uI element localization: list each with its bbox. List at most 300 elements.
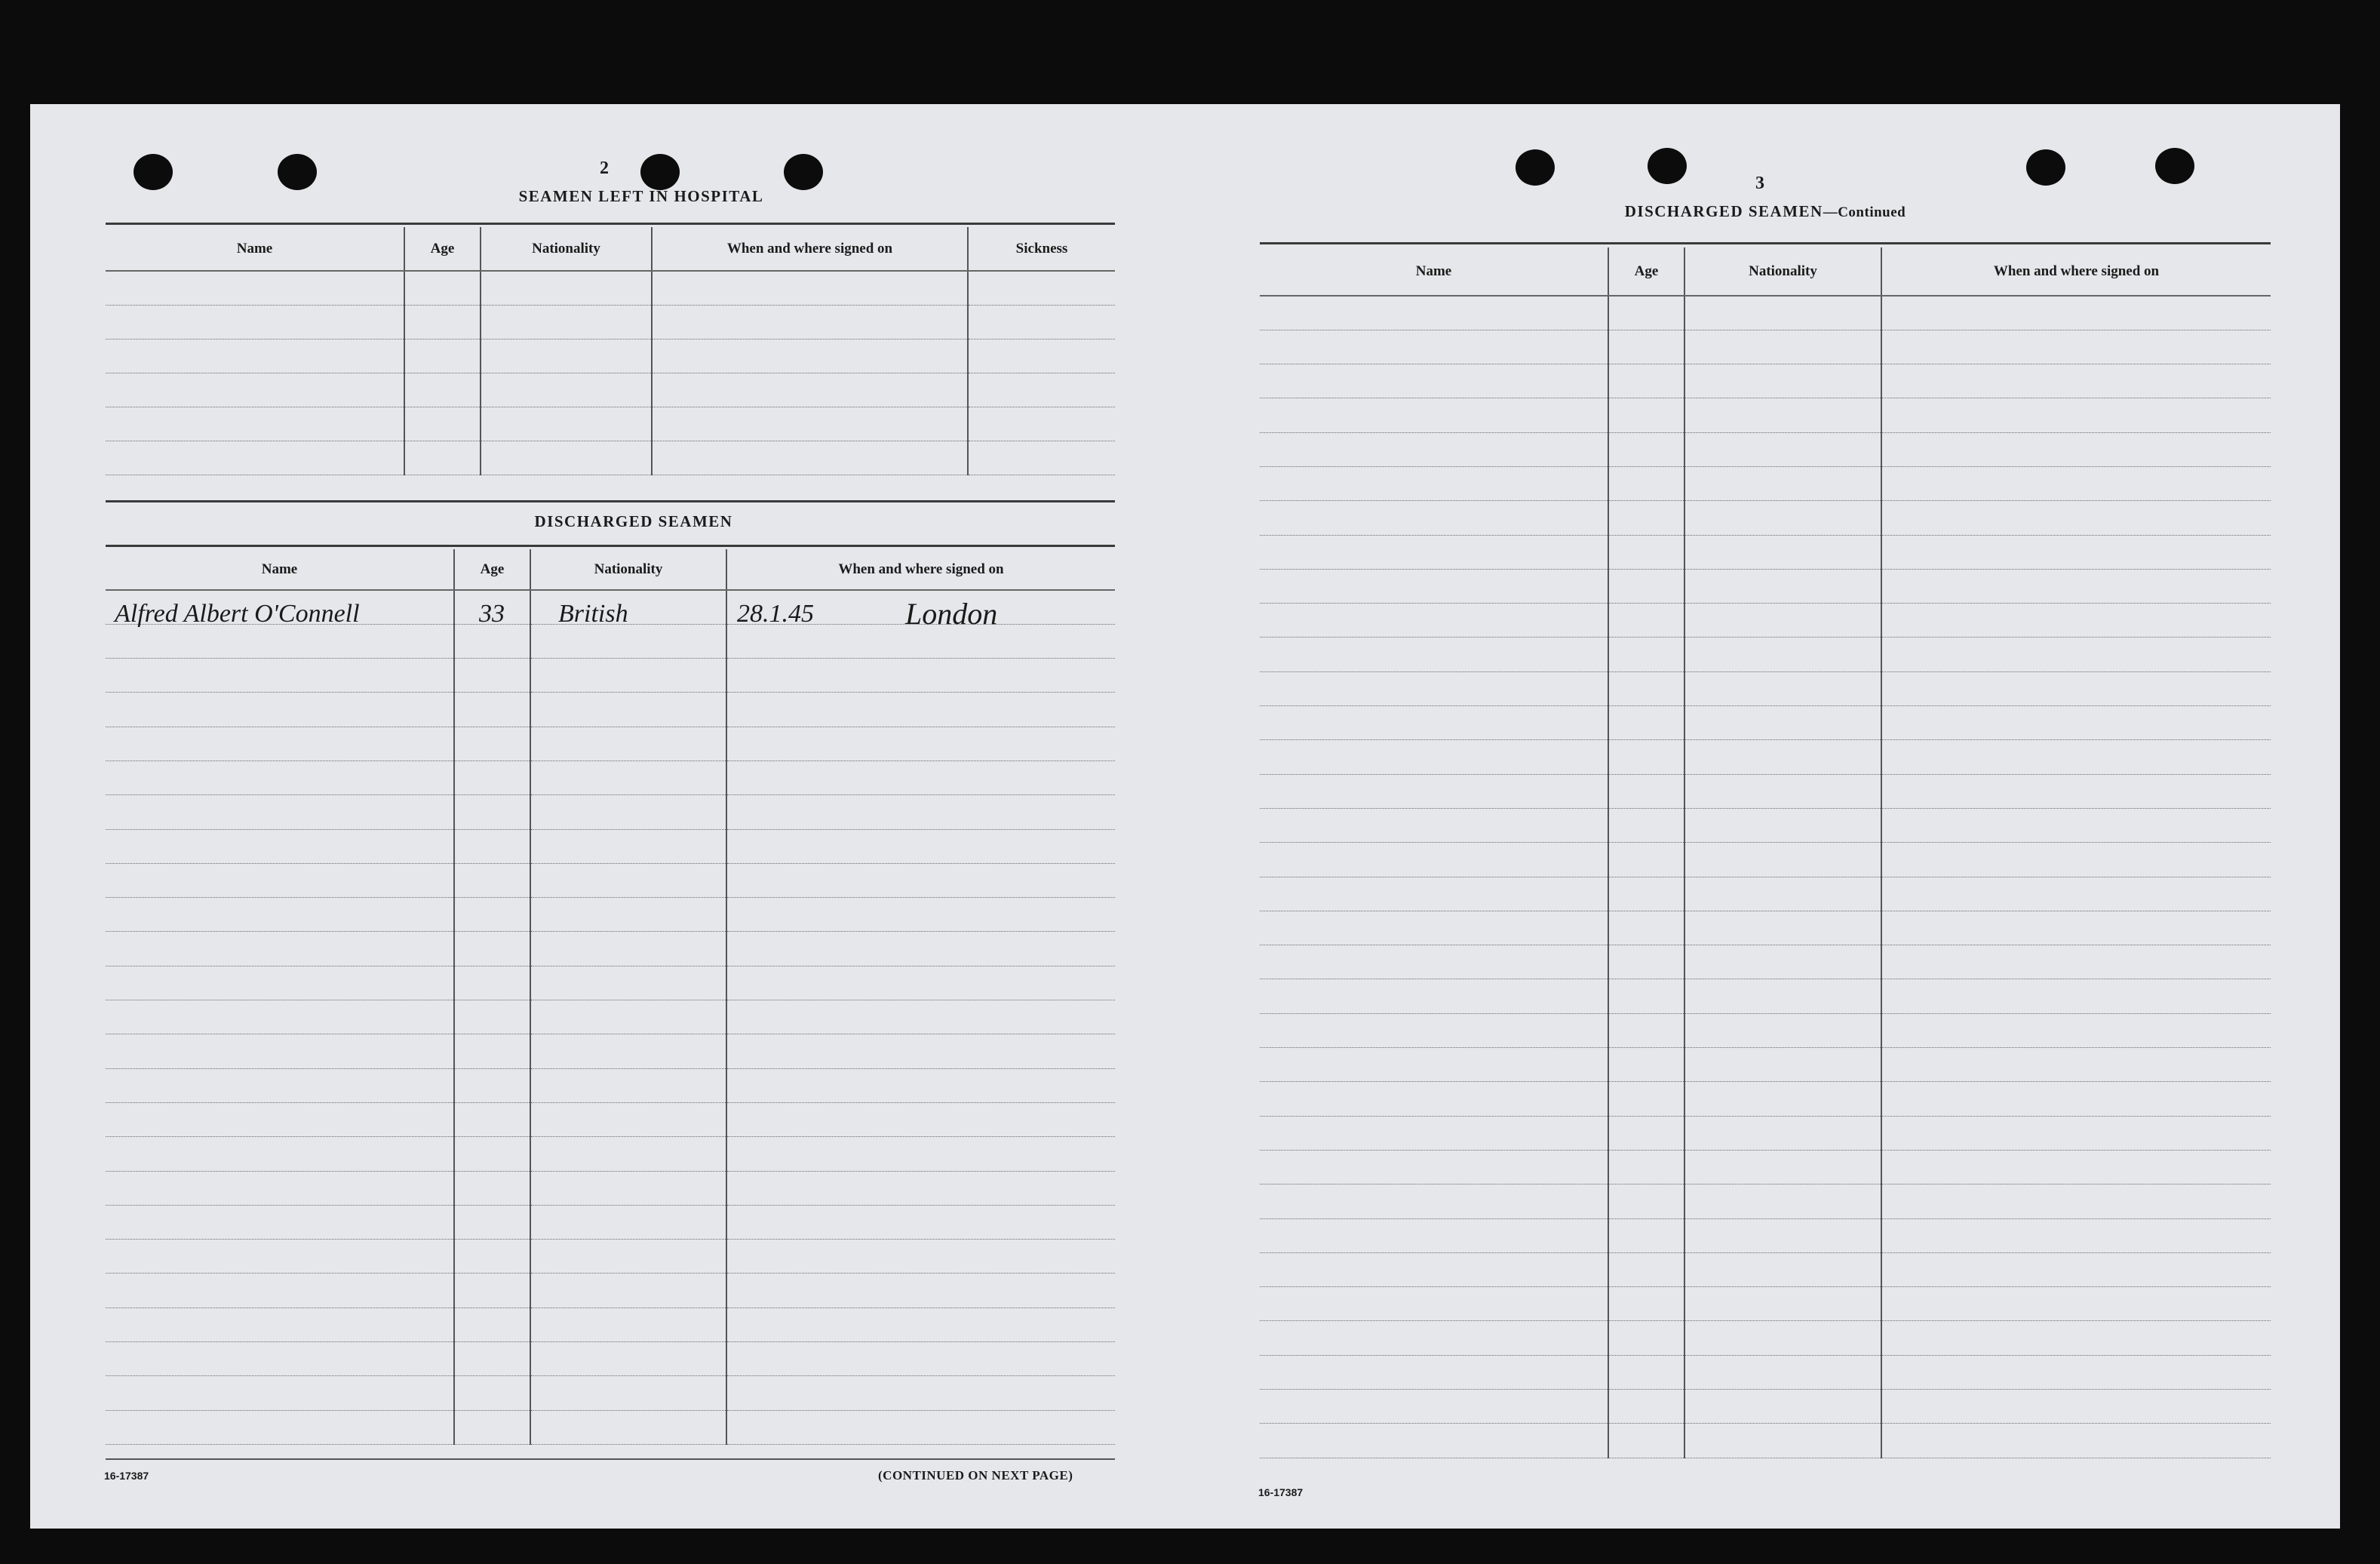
ledger-row [1260, 398, 2271, 432]
ledger-row [1260, 604, 2271, 638]
ledger-cell [1684, 808, 1881, 842]
ledger-cell [1881, 1321, 2271, 1355]
ledger-cell [1881, 1218, 2271, 1252]
ledger-cell [1881, 843, 2271, 877]
ledger-cell [106, 727, 454, 760]
ledger-cell [726, 1342, 1115, 1376]
ledger-cell [1684, 1390, 1881, 1424]
ledger-cell [106, 1102, 454, 1136]
ledger-cell [1881, 1150, 2271, 1184]
ledger-cell [1684, 1116, 1881, 1150]
ledger-row [106, 932, 1115, 966]
ledger-cell [454, 863, 530, 897]
ledger-row [1260, 1082, 2271, 1116]
ledger-cell [454, 1171, 530, 1205]
ledger-row [106, 727, 1115, 760]
ledger-cell [454, 1102, 530, 1136]
ledger-cell [1684, 774, 1881, 808]
ledger-cell [454, 1034, 530, 1068]
ledger-cell [652, 441, 968, 475]
punch-hole [2155, 148, 2194, 184]
discharged-table [106, 549, 1115, 1445]
ledger-cell [454, 1342, 530, 1376]
ledger-cell [1260, 671, 1608, 705]
ledger-cell [1684, 398, 1881, 432]
ledger-cell [726, 1102, 1115, 1136]
ledger-cell [968, 305, 1115, 339]
punch-hole [784, 154, 823, 190]
continued-note: (CONTINUED ON NEXT PAGE) [878, 1468, 1073, 1483]
ledger-cell [1684, 501, 1881, 535]
ledger-cell [1881, 979, 2271, 1013]
ledger-cell [530, 659, 726, 693]
ledger-cell [530, 693, 726, 727]
ledger-cell [1260, 466, 1608, 500]
ledger-cell [726, 898, 1115, 932]
ledger-cell [1684, 569, 1881, 603]
ledger-cell [1608, 671, 1684, 705]
ledger-cell [1684, 1218, 1881, 1252]
ledger-cell [1684, 535, 1881, 569]
ledger-cell [1881, 945, 2271, 979]
ledger-cell [1608, 1355, 1684, 1389]
ledger-cell [454, 1137, 530, 1171]
ledger-cell [106, 1068, 454, 1102]
hospital-section-title: SEAMEN LEFT IN HOSPITAL [518, 187, 764, 205]
ledger-cell [726, 760, 1115, 794]
ledger-row [1260, 364, 2271, 398]
ledger-cell [1881, 774, 2271, 808]
ledger-cell [1684, 706, 1881, 740]
ledger-cell [106, 271, 404, 305]
ledger-cell [1608, 1013, 1684, 1047]
ledger-cell [106, 659, 454, 693]
ledger-row [106, 1410, 1115, 1444]
ledger-cell [1608, 1116, 1684, 1150]
ledger-cell [106, 1137, 454, 1171]
ledger-cell [106, 795, 454, 829]
ledger-cell [1684, 466, 1881, 500]
ledger-row [106, 373, 1115, 407]
ledger-cell [1260, 1390, 1608, 1424]
ledger-cell [1260, 740, 1608, 774]
ledger-row [1260, 774, 2271, 808]
ledger-cell [1684, 296, 1881, 330]
ledger-cell [1608, 466, 1684, 500]
ledger-cell [454, 898, 530, 932]
ledger-cell [1684, 604, 1881, 638]
rule [106, 545, 1115, 547]
ledger-cell [968, 271, 1115, 305]
ledger-cell [106, 1240, 454, 1274]
rule [106, 223, 1115, 225]
ledger-cell [454, 932, 530, 966]
ledger-row [1260, 1355, 2271, 1389]
ledger-row [106, 1240, 1115, 1274]
ledger-cell [968, 339, 1115, 373]
ledger-cell [726, 966, 1115, 1000]
ledger-cell [1684, 979, 1881, 1013]
ledger-cell [106, 441, 404, 475]
ledger-cell [106, 1274, 454, 1307]
ledger-cell [726, 1307, 1115, 1341]
ledger-cell [454, 693, 530, 727]
ledger-cell [1684, 1252, 1881, 1286]
ledger-cell [404, 373, 481, 407]
ledger-cell [1881, 1287, 2271, 1321]
punch-hole [278, 154, 317, 190]
col-name: Name [106, 549, 454, 590]
ledger-row [1260, 1185, 2271, 1218]
ledger-cell [1684, 740, 1881, 774]
col-age: Age [1608, 247, 1684, 296]
ledger-cell [1684, 1048, 1881, 1082]
ledger-cell [1608, 432, 1684, 466]
ledger-cell [1684, 1185, 1881, 1218]
ledger-cell [454, 829, 530, 863]
ledger-row [106, 339, 1115, 373]
entry-date: 28.1.45 [737, 600, 814, 628]
ledger-cell [530, 898, 726, 932]
punch-hole [134, 154, 173, 190]
ledger-cell [1260, 296, 1608, 330]
ledger-cell [1608, 501, 1684, 535]
ledger-cell [1260, 843, 1608, 877]
ledger-row [1260, 877, 2271, 911]
ledger-row [1260, 1287, 2271, 1321]
ledger-row [106, 693, 1115, 727]
ledger-cell [968, 373, 1115, 407]
punch-hole [1648, 148, 1687, 184]
hospital-table [106, 227, 1115, 475]
ledger-cell [530, 1034, 726, 1068]
ledger-row [106, 966, 1115, 1000]
ledger-cell [1260, 1355, 1608, 1389]
ledger-cell [1684, 1424, 1881, 1458]
ledger-row [1260, 1150, 2271, 1184]
ledger-cell [1881, 1390, 2271, 1424]
ledger-cell [1881, 1116, 2271, 1150]
ledger-cell [1684, 1287, 1881, 1321]
ledger-cell [1881, 1252, 2271, 1286]
ledger-cell [106, 624, 454, 658]
ledger-row [106, 271, 1115, 305]
ledger-cell [1684, 1013, 1881, 1047]
form-number-left: 16-17387 [104, 1470, 149, 1482]
ledger-cell [404, 441, 481, 475]
ledger-cell [1881, 706, 2271, 740]
col-name: Name [1260, 247, 1608, 296]
ledger-cell [1684, 671, 1881, 705]
ledger-cell [1684, 364, 1881, 398]
ledger-cell [404, 305, 481, 339]
ledger-row [106, 760, 1115, 794]
ledger-cell [1684, 911, 1881, 945]
ledger-cell [1608, 1252, 1684, 1286]
ledger-cell [1260, 911, 1608, 945]
ledger-cell [1881, 364, 2271, 398]
ledger-cell [1881, 398, 2271, 432]
ledger-cell [106, 693, 454, 727]
ledger-cell [1608, 569, 1684, 603]
ledger-cell [1608, 877, 1684, 911]
ledger-cell [1881, 1082, 2271, 1116]
ledger-cell [530, 727, 726, 760]
ledger-row [1260, 979, 2271, 1013]
ledger-cell [1881, 911, 2271, 945]
ledger-cell [1608, 945, 1684, 979]
ledger-cell [1260, 1321, 1608, 1355]
ledger-cell [1260, 945, 1608, 979]
ledger-cell [530, 829, 726, 863]
ledger-cell [726, 1171, 1115, 1205]
col-nationality: Nationality [530, 549, 726, 590]
ledger-cell [1260, 638, 1608, 671]
ledger-row [1260, 1013, 2271, 1047]
ledger-cell [530, 1376, 726, 1410]
ledger-row [1260, 740, 2271, 774]
ledger-cell [530, 863, 726, 897]
ledger-cell [481, 407, 652, 441]
ledger-cell [106, 1171, 454, 1205]
ledger-row [1260, 1424, 2271, 1458]
ledger-cell [106, 373, 404, 407]
ledger-cell [1684, 945, 1881, 979]
entry-place: London [905, 597, 998, 631]
ledger-row [1260, 911, 2271, 945]
ledger-row [106, 863, 1115, 897]
entry-age: 33 [479, 600, 505, 628]
ledger-row [106, 659, 1115, 693]
ledger-cell [1608, 808, 1684, 842]
discharged-section-title: DISCHARGED SEAMEN [534, 512, 733, 530]
ledger-cell [106, 339, 404, 373]
ledger-cell [454, 1205, 530, 1239]
ledger-cell [652, 373, 968, 407]
ledger-cell [1684, 1355, 1881, 1389]
ledger-row [1260, 1218, 2271, 1252]
ledger-cell [1881, 740, 2271, 774]
ledger-cell [726, 795, 1115, 829]
ledger-row [1260, 569, 2271, 603]
ledger-cell [530, 1410, 726, 1444]
ledger-row [1260, 945, 2271, 979]
ledger-cell [454, 1274, 530, 1307]
ledger-row [106, 1034, 1115, 1068]
ledger-cell [1881, 808, 2271, 842]
ledger-row [1260, 466, 2271, 500]
ledger-cell [530, 1171, 726, 1205]
ledger-cell [1608, 1321, 1684, 1355]
rule [106, 1458, 1115, 1460]
ledger-cell [1260, 330, 1608, 364]
ledger-cell [106, 1376, 454, 1410]
ledger-cell [106, 1000, 454, 1034]
ledger-row [1260, 1390, 2271, 1424]
ledger-cell [1881, 638, 2271, 671]
ledger-cell [1881, 1048, 2271, 1082]
right-title-suffix: —Continued [1823, 204, 1906, 220]
ledger-row [1260, 843, 2271, 877]
ledger-cell [1260, 877, 1608, 911]
ledger-cell [1608, 1390, 1684, 1424]
ledger-cell [530, 1205, 726, 1239]
ledger-cell [1684, 1150, 1881, 1184]
col-nationality: Nationality [1684, 247, 1881, 296]
ledger-cell [530, 760, 726, 794]
ledger-cell [106, 966, 454, 1000]
right-section-title [1554, 202, 1976, 221]
ledger-cell [530, 1137, 726, 1171]
ledger-cell [1260, 1048, 1608, 1082]
ledger-cell [454, 659, 530, 693]
ledger-cell [481, 441, 652, 475]
col-age: Age [404, 227, 481, 271]
ledger-cell [1684, 432, 1881, 466]
entry-nationality: British [558, 600, 628, 628]
ledger-row [106, 1205, 1115, 1239]
ledger-cell [454, 727, 530, 760]
ledger-cell [1608, 1287, 1684, 1321]
ledger-cell [1608, 1185, 1684, 1218]
ledger-cell [481, 373, 652, 407]
ledger-cell [1881, 432, 2271, 466]
ledger-cell [1684, 330, 1881, 364]
col-nationality: Nationality [481, 227, 652, 271]
ledger-row [106, 898, 1115, 932]
ledger-cell [1881, 1185, 2271, 1218]
ledger-row [106, 1376, 1115, 1410]
ledger-cell [1260, 1287, 1608, 1321]
ledger-cell [454, 1410, 530, 1444]
ledger-row [1260, 1048, 2271, 1082]
ledger-cell [726, 659, 1115, 693]
right-discharged-table [1260, 247, 2271, 1458]
ledger-cell [1881, 466, 2271, 500]
ledger-cell [652, 339, 968, 373]
ledger-cell [1684, 1321, 1881, 1355]
ledger-row [1260, 1116, 2271, 1150]
col-name: Name [106, 227, 404, 271]
ledger-cell [530, 1307, 726, 1341]
ledger-cell [1608, 604, 1684, 638]
ledger-cell [726, 1137, 1115, 1171]
ledger-cell [1684, 843, 1881, 877]
ledger-row [106, 305, 1115, 339]
ledger-cell [1684, 877, 1881, 911]
ledger-cell [106, 898, 454, 932]
ledger-cell [530, 932, 726, 966]
ledger-cell [1881, 1424, 2271, 1458]
ledger-cell [726, 1240, 1115, 1274]
ledger-cell [726, 829, 1115, 863]
ledger-cell [454, 624, 530, 658]
ledger-cell [1260, 706, 1608, 740]
ledger-cell [530, 1240, 726, 1274]
ledger-cell [726, 1205, 1115, 1239]
ledger-cell [1260, 604, 1608, 638]
ledger-cell [1881, 1355, 2271, 1389]
ledger-cell [968, 441, 1115, 475]
ledger-cell [106, 305, 404, 339]
ledger-cell [1608, 1424, 1684, 1458]
ledger-row [106, 1274, 1115, 1307]
ledger-cell [1881, 296, 2271, 330]
ledger-cell [1608, 398, 1684, 432]
ledger-cell [1608, 706, 1684, 740]
right-title-main: DISCHARGED SEAMEN [1624, 202, 1823, 220]
ledger-cell [454, 966, 530, 1000]
ledger-cell [1260, 1185, 1608, 1218]
ledger-cell [1608, 1048, 1684, 1082]
ledger-cell [1881, 535, 2271, 569]
ledger-cell [404, 339, 481, 373]
ledger-cell [530, 624, 726, 658]
col-signed-on: When and where signed on [1881, 247, 2271, 296]
ledger-cell [1260, 535, 1608, 569]
ledger-cell [726, 727, 1115, 760]
ledger-cell [1881, 501, 2271, 535]
punch-hole [1516, 149, 1555, 186]
ledger-row [1260, 638, 2271, 671]
ledger-cell [454, 795, 530, 829]
ledger-row [106, 1342, 1115, 1376]
ledger-row [106, 1068, 1115, 1102]
ledger-row [1260, 296, 2271, 330]
ledger-cell [1608, 911, 1684, 945]
ledger-cell [1260, 432, 1608, 466]
entry-name: Alfred Albert O'Connell [115, 600, 360, 628]
ledger-cell [404, 407, 481, 441]
ledger-cell [1608, 535, 1684, 569]
ledger-cell [1684, 638, 1881, 671]
ledger-cell [1260, 1252, 1608, 1286]
ledger-cell [726, 1000, 1115, 1034]
ledger-cell [530, 1342, 726, 1376]
ledger-cell [454, 1307, 530, 1341]
ledger-cell [1881, 671, 2271, 705]
ledger-row [1260, 432, 2271, 466]
ledger-cell [106, 1205, 454, 1239]
ledger-cell [1608, 774, 1684, 808]
ledger-cell [106, 1342, 454, 1376]
rule [106, 500, 1115, 502]
ledger-cell [1260, 1116, 1608, 1150]
ledger-cell [530, 966, 726, 1000]
ledger-cell [106, 407, 404, 441]
ledger-cell [1260, 398, 1608, 432]
ledger-paper [30, 104, 2340, 1529]
ledger-row [106, 1171, 1115, 1205]
ledger-cell [726, 693, 1115, 727]
ledger-cell [1608, 364, 1684, 398]
ledger-cell [726, 1274, 1115, 1307]
rule [1260, 242, 2271, 244]
ledger-cell [1260, 979, 1608, 1013]
ledger-cell [1260, 364, 1608, 398]
page-number-right: 3 [1755, 174, 1764, 193]
ledger-cell [106, 1307, 454, 1341]
ledger-cell [106, 1034, 454, 1068]
col-age: Age [454, 549, 530, 590]
ledger-cell [1684, 1082, 1881, 1116]
col-sickness: Sickness [968, 227, 1115, 271]
ledger-cell [1608, 1150, 1684, 1184]
ledger-cell [652, 271, 968, 305]
ledger-row [106, 407, 1115, 441]
page-number-left: 2 [600, 158, 609, 178]
ledger-cell [1260, 1150, 1608, 1184]
